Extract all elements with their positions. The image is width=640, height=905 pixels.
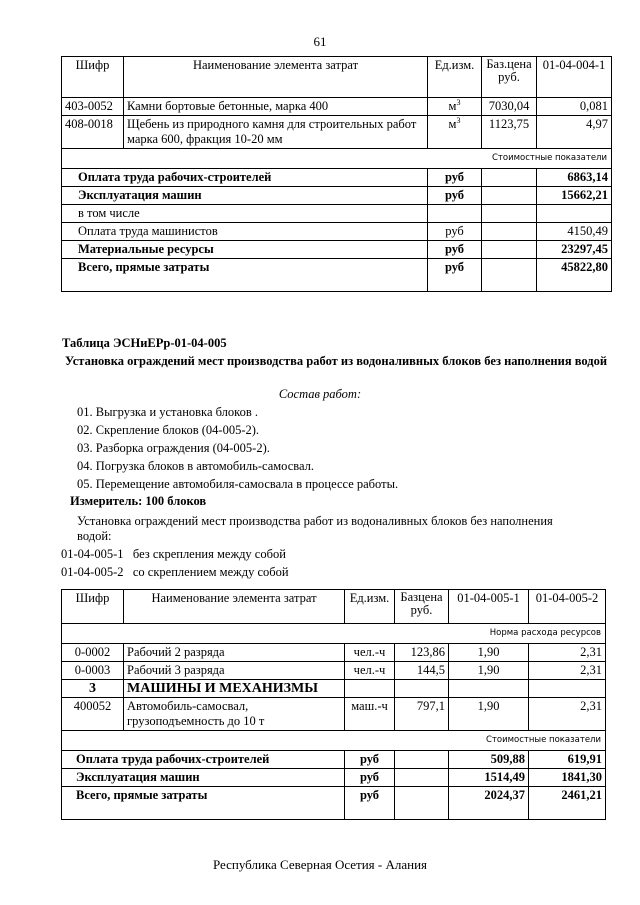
section-label: Стоимостные показатели [62, 149, 612, 169]
cell-unit: маш.-ч [345, 698, 395, 731]
cell-code: 0-0002 [62, 644, 124, 662]
cell-name: Рабочий 2 разряда [124, 644, 345, 662]
cell-code: 403-0052 [62, 98, 124, 116]
group-row [62, 680, 606, 698]
cost-row [62, 751, 606, 769]
cost-value-1: 1514,49 [449, 769, 529, 787]
cost-value-2: 619,91 [529, 751, 606, 769]
description: Установка ограждений мест производства работ из водоналивных блоков без наполнения водой: [77, 514, 553, 543]
header-unit: Ед.изм. [345, 590, 395, 624]
cost-unit: руб [428, 223, 482, 241]
cell-price: 123,86 [395, 644, 449, 662]
cost-empty [482, 223, 537, 241]
work-item: 03. Разборка ограждения (04-005-2). [77, 441, 270, 455]
cost-row [62, 205, 612, 223]
cell-price: 7030,04 [482, 98, 537, 116]
cost-label: Оплата труда машинистов [62, 223, 428, 241]
cost-empty [482, 169, 537, 187]
table-row [62, 698, 606, 731]
page-number: 61 [313, 34, 327, 49]
empty-cell [449, 680, 529, 698]
cell-price: 797,1 [395, 698, 449, 731]
group-code: 3 [62, 680, 124, 698]
cell-code: 0-0003 [62, 662, 124, 680]
resource-table-2 [61, 589, 606, 820]
header-col-2: 01-04-005-2 [529, 590, 606, 624]
section-label: Стоимостные показатели [62, 731, 606, 751]
composition-title: Состав работ: [278, 387, 362, 401]
cost-row [62, 241, 612, 259]
cost-empty [395, 751, 449, 769]
cell-value-1: 1,90 [449, 698, 529, 731]
variant-2 [61, 565, 289, 580]
variant-code: 01-04-005-1 [61, 547, 124, 561]
cost-value: 6863,14 [537, 169, 612, 187]
cost-label: Эксплуатация машин [62, 769, 345, 787]
cost-empty [482, 187, 537, 205]
work-item: 01. Выгрузка и установка блоков . [77, 405, 258, 419]
work-item: 05. Перемещение автомобиля-самосвала в процессе работы. [77, 477, 399, 491]
cost-row [62, 169, 612, 187]
empty-cell [345, 680, 395, 698]
cost-label: Эксплуатация машин [62, 187, 428, 205]
cost-unit: руб [345, 751, 395, 769]
cell-value: 0,081 [537, 98, 612, 116]
cell-name: Камни бортовые бетонные, марка 400 [124, 98, 428, 116]
cell-name: Автомобиль-самосвал, грузоподъемность до 10 т [124, 698, 345, 731]
cost-value-2: 1841,30 [529, 769, 606, 787]
cost-unit: руб [345, 787, 395, 820]
cost-empty [395, 787, 449, 820]
cost-value: 45822,80 [537, 259, 612, 292]
cost-label: Материальные ресурсы [62, 241, 428, 259]
cost-unit [428, 205, 482, 223]
cell-price: 1123,75 [482, 116, 537, 149]
header-code: Шифр [62, 57, 124, 98]
cost-row [62, 187, 612, 205]
cost-value [537, 205, 612, 223]
cell-value-2: 2,31 [529, 662, 606, 680]
variant-1 [61, 547, 286, 562]
cost-row [62, 769, 606, 787]
work-item: 04. Погрузка блоков в автомобиль-самосвал. [77, 459, 315, 473]
cost-value: 15662,21 [537, 187, 612, 205]
resource-table-1 [61, 56, 612, 292]
cost-label: Всего, прямые затраты [62, 259, 428, 292]
header-name: Наименование элемента затрат [124, 57, 428, 98]
cell-unit: чел.-ч [345, 662, 395, 680]
empty-cell [529, 680, 606, 698]
cost-value: 23297,45 [537, 241, 612, 259]
header-code: Шифр [62, 590, 124, 624]
variant-text: со скреплением между собой [132, 565, 289, 579]
cost-label: Всего, прямые затраты [62, 787, 345, 820]
cost-unit: руб [428, 169, 482, 187]
table-row [62, 98, 612, 116]
cell-code: 400052 [62, 698, 124, 731]
meter: Измеритель: 100 блоков [70, 494, 207, 508]
header-price: Базцена руб. [395, 590, 449, 624]
variant-text: без скрепления между собой [132, 547, 286, 561]
cell-name: Рабочий 3 разряда [124, 662, 345, 680]
cost-unit: руб [428, 187, 482, 205]
cell-code: 408-0018 [62, 116, 124, 149]
cost-value-1: 509,88 [449, 751, 529, 769]
header-col-1: 01-04-005-1 [449, 590, 529, 624]
cell-unit: чел.-ч [345, 644, 395, 662]
cell-value-1: 1,90 [449, 662, 529, 680]
table-id: Таблица ЭСНиЕРр-01-04-005 [62, 336, 227, 350]
cost-row [62, 259, 612, 292]
cost-value: 4150,49 [537, 223, 612, 241]
variant-code: 01-04-005-2 [61, 565, 124, 579]
cost-value-1: 2024,37 [449, 787, 529, 820]
cost-unit: руб [345, 769, 395, 787]
cost-label: в том числе [62, 205, 428, 223]
header-col-1: 01-04-004-1 [537, 57, 612, 98]
cost-unit: руб [428, 241, 482, 259]
table-row [62, 116, 612, 149]
header-unit: Ед.изм. [428, 57, 482, 98]
cost-empty [482, 241, 537, 259]
work-item: 02. Скрепление блоков (04-005-2). [77, 423, 260, 437]
table-title: Установка ограждений мест производства работ из водоналивных блоков без наполнения водой [64, 354, 608, 368]
norm-label: Норма расхода ресурсов [62, 624, 606, 644]
cost-empty [482, 259, 537, 292]
cell-value: 4,97 [537, 116, 612, 149]
cost-row [62, 787, 606, 820]
cell-unit: $м^3$ [428, 98, 482, 116]
cost-empty [395, 769, 449, 787]
cell-name: Щебень из природного камня для строительных работ марка 600, фракция 10-20 мм [124, 116, 428, 149]
cell-value-2: 2,31 [529, 698, 606, 731]
cost-empty [482, 205, 537, 223]
cost-row [62, 223, 612, 241]
cell-price: 144,5 [395, 662, 449, 680]
header-name: Наименование элемента затрат [124, 590, 345, 624]
footer-region: Республика Северная Осетия - Алания [212, 857, 428, 872]
empty-cell [395, 680, 449, 698]
cell-unit: $м^3$ [428, 116, 482, 149]
cost-label: Оплата труда рабочих-строителей [62, 751, 345, 769]
cell-value-2: 2,31 [529, 644, 606, 662]
cell-value-1: 1,90 [449, 644, 529, 662]
group-name: МАШИНЫ И МЕХАНИЗМЫ [124, 680, 345, 698]
cost-value-2: 2461,21 [529, 787, 606, 820]
cost-unit: руб [428, 259, 482, 292]
header-price: Баз.цена руб. [482, 57, 537, 98]
table-row [62, 644, 606, 662]
cost-label: Оплата труда рабочих-строителей [62, 169, 428, 187]
table-row [62, 662, 606, 680]
